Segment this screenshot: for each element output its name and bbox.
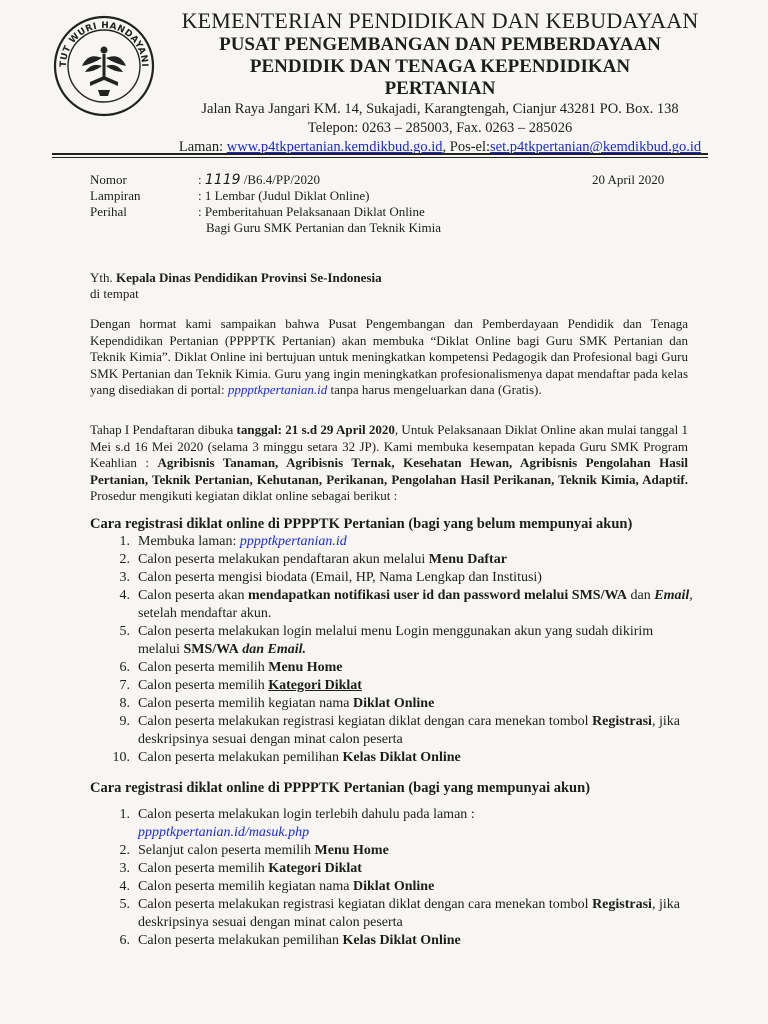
step-text-part: Membuka laman: <box>138 534 240 549</box>
step-text-part: Calon peserta melakukan pemilihan <box>138 933 343 948</box>
step-text <box>138 587 698 623</box>
list-item <box>108 695 698 713</box>
step-number: 8. <box>119 696 130 711</box>
step-text <box>138 806 698 842</box>
list-item <box>108 587 698 623</box>
step-emphasis: Kelas Diklat Online <box>342 750 461 765</box>
step-number: 4. <box>119 879 130 894</box>
perihal-row-2 <box>90 220 441 236</box>
step-emphasis: mendapatkan notifikasi user id dan password melalui SMS/WA <box>248 588 628 603</box>
perihal-value-2: Bagi Guru SMK Pertanian dan Teknik Kimia <box>206 220 441 235</box>
step-emphasis: SMS/WA <box>183 642 239 657</box>
tut-wuri-handayani-logo <box>52 14 156 118</box>
nomor-handwritten: 1119 <box>204 172 241 188</box>
step-text-part: Calon peserta melakukan pemilihan <box>138 750 343 765</box>
step-text <box>138 842 698 860</box>
lampiran-value: : 1 Lembar (Judul Diklat Online) <box>198 188 370 203</box>
phone-line: Telepon: 0263 – 285003, Fax. 0263 – 285026 <box>307 120 573 136</box>
step-number: 6. <box>119 933 130 948</box>
step-number: 5. <box>119 624 130 639</box>
login-link[interactable]: pppptkpertanian.id/masuk.php <box>138 825 310 840</box>
step-number: 3. <box>119 861 130 876</box>
ministry-name: KEMENTERIAN PENDIDIKAN DAN KEBUDAYAAN <box>181 8 699 33</box>
section-new-account-title: Cara registrasi diklat online di PPPPTK Pertanian (bagi yang belum mempunyai akun) <box>90 516 633 532</box>
step-text-part: Calon peserta akan <box>138 588 249 603</box>
nomor-row <box>90 172 441 188</box>
letterhead <box>160 8 720 157</box>
nomor-value <box>198 172 320 188</box>
step-text-part: dan <box>627 588 655 603</box>
step-emphasis: Diklat Online <box>352 696 435 711</box>
step-text-part: Selanjut calon peserta memilih <box>138 843 315 858</box>
step-text <box>138 749 698 767</box>
list-item <box>108 896 698 932</box>
portal-link[interactable]: pppptkpertanian.id <box>227 382 328 397</box>
step-text-part: , jika deskripsinya sesuai dengan minat calon peserta <box>138 714 680 747</box>
center-name-line3: PERTANIAN <box>384 78 496 99</box>
step-emphasis: Menu Home <box>314 843 389 858</box>
step-text <box>138 896 698 932</box>
list-item <box>108 623 698 659</box>
list-item <box>108 551 698 569</box>
list-item <box>108 842 698 860</box>
list-item <box>108 860 698 878</box>
step-number: 2. <box>119 552 130 567</box>
step-text-part: Calon peserta memilih kegiatan nama <box>138 696 353 711</box>
step-text <box>138 695 698 713</box>
address-line: Jalan Raya Jangari KM. 14, Sukajadi, Karangtengah, Cianjur 43281 PO. Box. 138 <box>201 101 679 117</box>
recipient-block <box>90 270 382 302</box>
step-text-part: Calon peserta melakukan registrasi kegiatan diklat dengan cara menekan tombol <box>138 714 593 729</box>
section-existing-account-title: Cara registrasi diklat online di PPPPTK Pertanian (bagi yang mempunyai akun) <box>90 780 591 796</box>
website-link[interactable]: www.p4tkpertanian.kemdikbud.go.id <box>226 139 443 155</box>
step-text <box>138 659 698 677</box>
perihal-row <box>90 204 441 220</box>
list-item <box>108 878 698 896</box>
schedule-text-2: , Untuk Pelaksanaan Diklat Online akan mulai tanggal 1 Mei s.d 16 Mei 2020 (selama 3 minggu setara 32 JP). Kami membuka kesempatan kepada Guru SMK Program Keahlian : <box>90 422 688 470</box>
step-number: 10. <box>112 750 130 765</box>
step-emphasis: Kelas Diklat Online <box>342 933 461 948</box>
perihal-value: : Pemberitahuan Pelaksanaan Diklat Online <box>198 204 425 219</box>
recipient-salutation: Yth. <box>90 270 116 285</box>
portal-link[interactable]: pppptkpertanian.id <box>239 534 347 549</box>
schedule-text-1: Tahap I Pendaftaran dibuka <box>90 422 237 437</box>
letter-meta <box>90 172 441 236</box>
step-number: 9. <box>119 714 130 729</box>
center-name-line2: PENDIDIK DAN TENAGA KEPENDIDIKAN <box>249 56 631 77</box>
recipient-line <box>90 270 382 286</box>
nomor-prefix: : <box>198 172 205 187</box>
intro-text: Dengan hormat kami sampaikan bahwa Pusat Pengembangan dan Pemberdayaan Pendidik dan Tenaga Kependidikan Pertanian (PPPPTK Pertanian) akan membuka “Diklat Online bagi Guru SMK Pertanian dan Teknik Kimia”. Diklat Online ini bertujuan untuk meningkatkan kompetensi Pedagogik dan Profesional bagi Guru SMK Pertanian dan Teknik Kimia. Guru yang ingin meningkatkan profesionalismenya dapat mendaftar pada kelas yang disediakan di portal: <box>90 316 688 397</box>
perihal-spacer <box>90 220 198 236</box>
step-number: 1. <box>119 807 130 822</box>
step-text-part: Calon peserta memilih <box>138 678 269 693</box>
step-text-part: Calon peserta melakukan login terlebih dahulu pada laman : <box>138 807 475 822</box>
step-text-part: , setelah mendaftar akun. <box>138 588 693 621</box>
nomor-label: Nomor <box>90 172 127 187</box>
step-number: 4. <box>119 588 130 603</box>
header-divider-thin <box>52 157 708 158</box>
list-item <box>108 749 698 767</box>
step-number: 6. <box>119 660 130 675</box>
list-item <box>108 713 698 749</box>
lampiran-row <box>90 188 441 204</box>
svg-text:TUT WURI HANDAYANI: TUT WURI HANDAYANI <box>58 20 150 68</box>
steps-new-account <box>108 533 698 767</box>
list-item <box>108 569 698 587</box>
step-text <box>138 932 698 950</box>
nomor-rest: /B6.4/PP/2020 <box>240 172 320 187</box>
step-text-part: Calon peserta memilih <box>138 660 269 675</box>
step-number: 7. <box>119 678 130 693</box>
list-item <box>108 806 698 842</box>
steps-existing-account <box>108 806 698 950</box>
list-item <box>108 677 698 695</box>
step-text-part: Calon peserta memilih kegiatan nama <box>138 879 353 894</box>
list-item <box>108 932 698 950</box>
step-number: 2. <box>119 843 130 858</box>
step-emphasis: Kategori Diklat <box>268 678 362 693</box>
list-item <box>108 659 698 677</box>
step-emphasis: Menu Home <box>268 660 343 675</box>
web-label: Laman: <box>178 139 227 155</box>
step-text-part: , jika deskripsinya sesuai dengan minat calon peserta <box>138 897 680 930</box>
step-emphasis: Registrasi <box>592 714 652 729</box>
step-number: 5. <box>119 897 130 912</box>
recipient-place: di tempat <box>90 286 139 301</box>
step-emphasis: Registrasi <box>592 897 652 912</box>
program-list: Agribisnis Tanaman, Agribisnis Ternak, Kesehatan Hewan, Agribisnis Pengolahan Hasil Pertanian, Teknik Pertanian, Kehutanan, Perikanan, Pengolahan Hasil Perikanan, Teknik Kimia, Adaptif. <box>90 455 688 487</box>
registration-dates: tanggal: 21 s.d 29 April 2020 <box>236 422 395 437</box>
schedule-text-3: Prosedur mengikuti kegiatan diklat online sebagai berikut : <box>90 488 398 503</box>
step-text <box>138 623 698 659</box>
schedule-paragraph <box>90 422 688 505</box>
step-text <box>138 533 698 551</box>
intro-paragraph <box>90 316 688 399</box>
step-text-part: Calon peserta memilih <box>138 861 269 876</box>
step-text <box>138 677 698 695</box>
step-number: 1. <box>119 534 130 549</box>
perihal-label: Perihal <box>90 204 127 219</box>
step-text: Calon peserta mengisi biodata (Email, HP, Nama Lengkap dan Institusi) <box>138 570 542 585</box>
email-label: , Pos-el: <box>442 139 491 155</box>
step-text <box>138 878 698 896</box>
step-text <box>138 551 698 569</box>
step-text-part: Calon peserta melakukan pendaftaran akun melalui <box>138 552 429 567</box>
list-item <box>108 533 698 551</box>
lampiran-label: Lampiran <box>90 188 141 203</box>
letter-date: 20 April 2020 <box>592 172 665 187</box>
step-emphasis: Menu Daftar <box>428 552 507 567</box>
recipient-name: Kepala Dinas Pendidikan Provinsi Se-Indonesia <box>116 270 382 285</box>
step-text <box>138 860 698 878</box>
step-text-part: Calon peserta melakukan login melalui menu Login menggunakan akun yang sudah dikirim melalui <box>138 624 654 657</box>
step-emphasis: Diklat Online <box>352 879 435 894</box>
header-divider-thick <box>52 153 708 155</box>
step-text-part: Calon peserta melakukan registrasi kegiatan diklat dengan cara menekan tombol <box>138 897 593 912</box>
step-emphasis: Email <box>654 588 690 603</box>
step-text <box>138 713 698 749</box>
step-emphasis: Kategori Diklat <box>268 861 362 876</box>
email-link[interactable]: set.p4tkpertanian@kemdikbud.go.id <box>490 139 702 155</box>
step-number: 3. <box>119 570 130 585</box>
center-name-line1: PUSAT PENGEMBANGAN DAN PEMBERDAYAAN <box>219 34 661 55</box>
intro-tail: tanpa harus mengeluarkan dana (Gratis). <box>327 382 542 397</box>
step-emphasis: dan Email. <box>238 642 307 657</box>
